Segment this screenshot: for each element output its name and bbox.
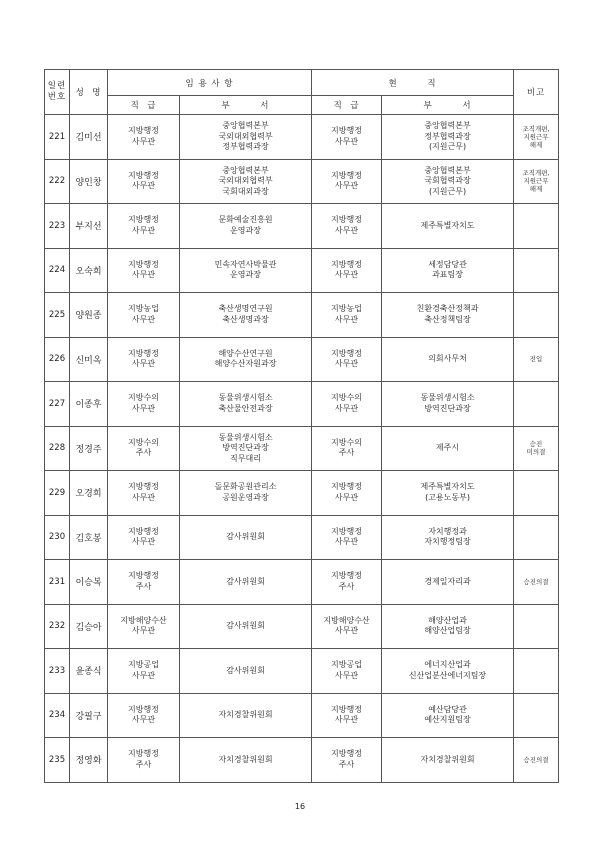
note-cell: 조직개편, 지원근무 해제 <box>514 115 559 160</box>
current-dept-cell: 제주특별자치도 <box>382 204 514 249</box>
table-row <box>45 426 559 471</box>
appointment-rank-cell: 지방공업 사무관 <box>108 649 180 694</box>
page-number: 16 <box>294 802 306 811</box>
serial-number-cell: 230 <box>45 515 70 560</box>
current-rank-cell: 지방공업 사무관 <box>312 649 382 694</box>
appointment-dept-cell: 해양수산연구원 해양수산자원과장 <box>180 337 312 382</box>
current-dept-cell: 예산담당관 예산지원팀장 <box>382 693 514 738</box>
note-cell: 승진의결 <box>514 560 559 605</box>
person-name-cell: 윤종식 <box>70 649 108 694</box>
header-appointment: 임 용 사 항 <box>108 70 312 96</box>
current-rank-cell: 지방행정 사무관 <box>312 337 382 382</box>
serial-number-cell: 229 <box>45 471 70 516</box>
current-dept-cell: 제주특별자치도 (고용노동부) <box>382 471 514 516</box>
table-row <box>45 293 559 338</box>
table-row <box>45 248 559 293</box>
current-dept-cell: 자치행정과 자치행정팀장 <box>382 515 514 560</box>
person-name-cell: 김호봉 <box>70 515 108 560</box>
person-name-cell: 부지선 <box>70 204 108 249</box>
current-dept-cell: 자치경찰위원회 <box>382 738 514 783</box>
table-row <box>45 604 559 649</box>
header-appointment-dept: 부 서 <box>180 96 312 115</box>
current-rank-cell: 지방행정 사무관 <box>312 693 382 738</box>
serial-number-cell: 233 <box>45 649 70 694</box>
current-dept-cell: 친환경축산정책과 축산정책팀장 <box>382 293 514 338</box>
note-cell <box>514 471 559 516</box>
serial-number-cell: 225 <box>45 293 70 338</box>
appointment-dept-cell: 중앙협력본부 국외대외협력부 국회대외과장 <box>180 159 312 204</box>
person-name-cell: 오경희 <box>70 471 108 516</box>
appointment-rank-cell: 지방수의 사무관 <box>108 382 180 427</box>
appointment-rank-cell: 지방수의 주사 <box>108 426 180 471</box>
table-row <box>45 115 559 160</box>
note-cell: 조직개편, 지원근무 해제 <box>514 159 559 204</box>
serial-number-cell: 223 <box>45 204 70 249</box>
serial-number-cell: 231 <box>45 560 70 605</box>
current-rank-cell: 지방행정 사무관 <box>312 515 382 560</box>
table-row <box>45 560 559 605</box>
note-cell: 승진 미의결 <box>514 426 559 471</box>
note-cell <box>514 649 559 694</box>
appointment-rank-cell: 지방행정 사무관 <box>108 204 180 249</box>
table-row <box>45 693 559 738</box>
person-name-cell: 김미선 <box>70 115 108 160</box>
person-name-cell: 이승복 <box>70 560 108 605</box>
current-rank-cell: 지방행정 사무관 <box>312 115 382 160</box>
header-name: 성 명 <box>70 70 108 115</box>
appointment-dept-cell: 문화예술진흥원 운영과장 <box>180 204 312 249</box>
appointment-rank-cell: 지방행정 사무관 <box>108 515 180 560</box>
appointment-dept-cell: 축산생명연구원 축산생명과장 <box>180 293 312 338</box>
current-rank-cell: 지방수의 주사 <box>312 426 382 471</box>
current-rank-cell: 지방행정 사무관 <box>312 471 382 516</box>
person-name-cell: 오숙희 <box>70 248 108 293</box>
current-dept-cell: 중앙협력본부 정부협력과장 (지원근무) <box>382 115 514 160</box>
appointment-rank-cell: 지방농업 사무관 <box>108 293 180 338</box>
note-cell <box>514 293 559 338</box>
appointment-dept-cell: 자치경찰위원회 <box>180 693 312 738</box>
appointment-dept-cell: 동물위생시험소 방역진단과장 직무대리 <box>180 426 312 471</box>
header-serial-number: 일련 번호 <box>45 70 70 115</box>
note-cell <box>514 515 559 560</box>
table-row <box>45 649 559 694</box>
serial-number-cell: 222 <box>45 159 70 204</box>
appointment-rank-cell: 지방행정 주사 <box>108 560 180 605</box>
appointment-rank-cell: 지방행정 사무관 <box>108 115 180 160</box>
person-name-cell: 김승아 <box>70 604 108 649</box>
header-current-position: 현 직 <box>312 70 514 96</box>
appointment-dept-cell: 자치경찰위원회 <box>180 738 312 783</box>
appointment-dept-cell: 감사위원회 <box>180 649 312 694</box>
serial-number-cell: 235 <box>45 738 70 783</box>
current-rank-cell: 지방수의 사무관 <box>312 382 382 427</box>
person-name-cell: 정경주 <box>70 426 108 471</box>
current-dept-cell: 중앙협력본부 국회협력과장 (지원근무) <box>382 159 514 204</box>
note-cell <box>514 382 559 427</box>
table-row <box>45 515 559 560</box>
header-note: 비고 <box>514 70 559 115</box>
table-row <box>45 337 559 382</box>
person-name-cell: 강필구 <box>70 693 108 738</box>
appointment-table <box>44 69 559 783</box>
appointment-rank-cell: 지방행정 사무관 <box>108 471 180 516</box>
appointment-dept-cell: 중앙협력본부 국외대외협력부 정부협력과장 <box>180 115 312 160</box>
person-name-cell: 양원종 <box>70 293 108 338</box>
appointment-rank-cell: 지방행정 사무관 <box>108 159 180 204</box>
current-rank-cell: 지방행정 주사 <box>312 738 382 783</box>
current-dept-cell: 의회사무처 <box>382 337 514 382</box>
appointment-dept-cell: 동물위생시험소 축산물안전과장 <box>180 382 312 427</box>
current-dept-cell: 해양산업과 해양산업팀장 <box>382 604 514 649</box>
serial-number-cell: 221 <box>45 115 70 160</box>
table-row <box>45 738 559 783</box>
appointment-dept-cell: 감사위원회 <box>180 560 312 605</box>
appointment-rank-cell: 지방해양수산 사무관 <box>108 604 180 649</box>
appointment-dept-cell: 감사위원회 <box>180 515 312 560</box>
current-rank-cell: 지방행정 사무관 <box>312 248 382 293</box>
note-cell <box>514 248 559 293</box>
appointment-dept-cell: 돌문화공원관리소 공원운영과장 <box>180 471 312 516</box>
serial-number-cell: 228 <box>45 426 70 471</box>
serial-number-cell: 232 <box>45 604 70 649</box>
header-current-rank: 직 급 <box>312 96 382 115</box>
appointment-dept-cell: 감사위원회 <box>180 604 312 649</box>
note-cell <box>514 604 559 649</box>
person-name-cell: 이종후 <box>70 382 108 427</box>
appointment-rank-cell: 지방행정 주사 <box>108 738 180 783</box>
note-cell <box>514 204 559 249</box>
note-cell <box>514 693 559 738</box>
appointment-dept-cell: 민속자연사박물관 운영과장 <box>180 248 312 293</box>
current-dept-cell: 동물위생시험소 방역진단과장 <box>382 382 514 427</box>
header-current-dept: 부 서 <box>382 96 514 115</box>
table-row <box>45 204 559 249</box>
person-name-cell: 신미옥 <box>70 337 108 382</box>
serial-number-cell: 227 <box>45 382 70 427</box>
appointment-rank-cell: 지방행정 사무관 <box>108 248 180 293</box>
appointment-rank-cell: 지방행정 사무관 <box>108 693 180 738</box>
table-row <box>45 159 559 204</box>
table-body <box>45 115 559 783</box>
header-appointment-rank: 직 급 <box>108 96 180 115</box>
table-header <box>45 70 559 115</box>
table-row <box>45 471 559 516</box>
current-dept-cell: 세정담당관 과표팀장 <box>382 248 514 293</box>
current-dept-cell: 제주시 <box>382 426 514 471</box>
current-rank-cell: 지방행정 주사 <box>312 560 382 605</box>
serial-number-cell: 226 <box>45 337 70 382</box>
current-rank-cell: 지방행정 사무관 <box>312 159 382 204</box>
note-cell: 전입 <box>514 337 559 382</box>
person-name-cell: 정영화 <box>70 738 108 783</box>
appointment-rank-cell: 지방행정 사무관 <box>108 337 180 382</box>
current-rank-cell: 지방행정 사무관 <box>312 204 382 249</box>
person-name-cell: 양인창 <box>70 159 108 204</box>
current-rank-cell: 지방해양수산 사무관 <box>312 604 382 649</box>
note-cell: 승진의결 <box>514 738 559 783</box>
serial-number-cell: 224 <box>45 248 70 293</box>
current-rank-cell: 지방농업 사무관 <box>312 293 382 338</box>
current-dept-cell: 경제일자리과 <box>382 560 514 605</box>
table-row <box>45 382 559 427</box>
serial-number-cell: 234 <box>45 693 70 738</box>
current-dept-cell: 에너지산업과 신산업분산에너지팀장 <box>382 649 514 694</box>
